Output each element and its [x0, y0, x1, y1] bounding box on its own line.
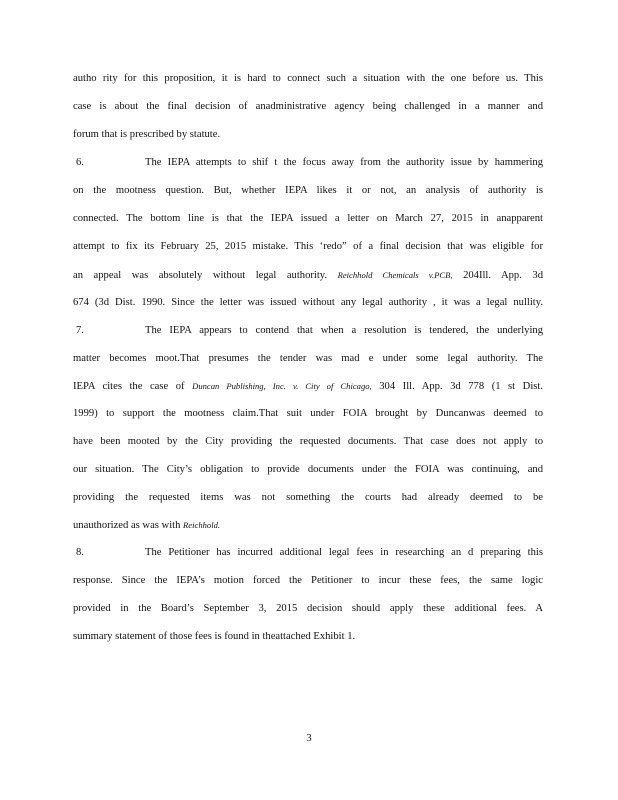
- text-line: providing the requested items was not something the courts had already deemed to be: [73, 492, 543, 503]
- case-citation: Reichhold.: [183, 520, 221, 530]
- text-line: response. Since the IEPA’s motion forced the Petitioner to incur these fees, the same logic: [73, 575, 543, 586]
- text-line: have been mooted by the City providing the requested documents. That case does not apply to: [73, 436, 543, 447]
- text-line: autho rity for this proposition, it is hard to connect such a situation with the one before us. This: [73, 73, 543, 84]
- text-line: our situation. The City’s obligation to provide documents under the FOIA was continuing, and: [73, 464, 543, 475]
- text-line: case is about the final decision of anadministrative agency being challenged in a manner and: [73, 101, 543, 112]
- text-line: provided in the Board’s September 3, 2015 decision should apply these additional fees. A: [73, 603, 543, 614]
- text-line: attempt to fix its February 25, 2015 mistake. This ‘redo” of a final decision that was eligible for: [73, 241, 543, 252]
- text-line: forum that is prescribed by statute.: [73, 129, 221, 140]
- text-run: unauthorized as was with: [73, 520, 181, 531]
- case-citation: Reichhold Chemicals v.PCB,: [337, 270, 453, 280]
- text-run: IEPA cites the case of: [73, 381, 185, 392]
- case-citation: Duncan Publishing, Inc. v. City of Chicago,: [192, 381, 372, 391]
- text-run: 204Ill. App. 3d: [463, 270, 543, 281]
- text-run: an appeal was absolutely without legal authority.: [73, 270, 328, 281]
- text-line: connected. The bottom line is that the IEPA issued a letter on March 27, 2015 in anapparent: [73, 213, 543, 224]
- paragraph-number: 7.: [76, 325, 84, 336]
- text-line-with-citation: [73, 518, 543, 533]
- text-line: summary statement of those fees is found in theattached Exhibit 1.: [73, 631, 356, 642]
- text-run: 304 Ill. App. 3d 778 (1 st Dist.: [379, 381, 543, 392]
- paragraph-number: 8.: [76, 547, 84, 558]
- text-line: The IEPA appears to contend that when a resolution is tendered, the underlying: [145, 325, 543, 336]
- text-line: 674 (3d Dist. 1990. Since the letter was issued without any legal authority , it was a legal nullity.: [73, 297, 543, 308]
- text-line: matter becomes moot.That presumes the tender was mad e under some legal authority. The: [73, 353, 543, 364]
- text-line: The IEPA attempts to shif t the focus away from the authority issue by hammering: [145, 157, 543, 168]
- text-line: on the mootness question. But, whether IEPA likes it or not, an analysis of authority is: [73, 185, 543, 196]
- text-line: The Petitioner has incurred additional legal fees in researching an d preparing this: [145, 547, 543, 558]
- paragraph-number: 6.: [76, 157, 84, 168]
- text-line-with-citation: [73, 268, 543, 283]
- text-line-with-citation: [73, 379, 543, 394]
- text-line: 1999) to support the mootness claim.That suit under FOIA brought by Duncanwas deemed to: [73, 408, 543, 419]
- page-number: 3: [306, 733, 312, 744]
